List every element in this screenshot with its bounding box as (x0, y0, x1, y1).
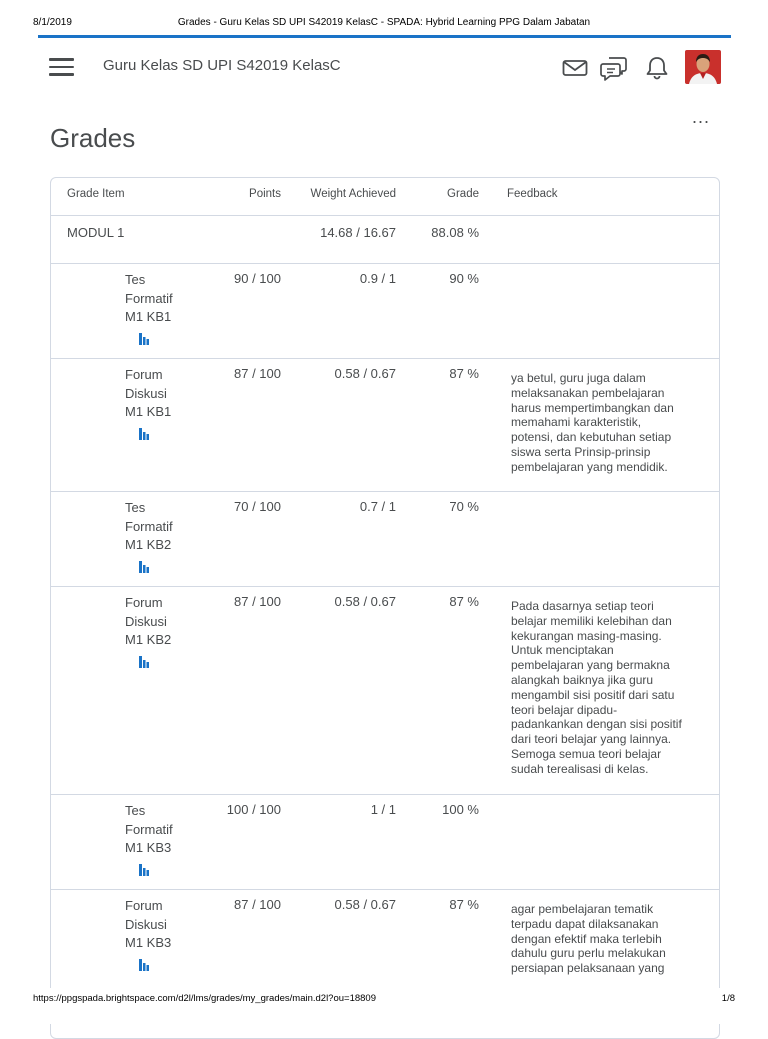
feedback-line: dengan efektif maka terlebih (511, 931, 662, 946)
points: 87 / 100 (234, 366, 281, 381)
feedback-line: Semoga semua teori belajar (511, 746, 662, 761)
feedback-line: mengambil sisi positif dari satu (511, 687, 675, 702)
feedback-line: dari teori belajar yang lainnya. (511, 732, 672, 747)
table-row (51, 359, 719, 492)
points: 87 / 100 (234, 897, 281, 912)
message-alerts-icon[interactable] (600, 54, 628, 82)
feedback-line: kekurangan masing-masing. (511, 628, 662, 643)
points: 90 / 100 (234, 271, 281, 286)
weight-achieved: 0.9 / 1 (359, 271, 396, 286)
navbar (38, 38, 731, 98)
menu-icon[interactable] (49, 57, 75, 77)
feedback-line: memahami karakteristik, (511, 415, 642, 430)
grade-item-name (125, 594, 195, 668)
print-page-number: 1/8 (721, 993, 735, 1004)
category-grade: 88.08 % (431, 225, 479, 240)
grade-item-name (125, 271, 195, 345)
weight-achieved: 0.58 / 0.67 (334, 366, 396, 381)
grade: 100 % (442, 802, 479, 817)
grade-item-name-line: M1 KB1 (125, 404, 172, 419)
feedback-line: teori belajar dipadu- (511, 702, 618, 717)
table-row (51, 587, 719, 795)
feedback-line: belajar memiliki kelebihan dan (511, 613, 672, 628)
grade: 87 % (449, 594, 479, 609)
grade-item-name (125, 499, 195, 573)
feedback-line: Pada dasarnya setiap teori (511, 599, 654, 613)
grades-table (50, 177, 720, 1039)
grade-item-name-line: Tes (125, 272, 146, 287)
header-points: Points (249, 188, 281, 200)
grade-item-name-line: M1 KB3 (125, 840, 172, 855)
feedback-line: siswa serta Prinsip-prinsip (511, 444, 651, 459)
page-title: Grades (50, 123, 136, 154)
statistics-icon[interactable] (139, 656, 151, 668)
print-header (0, 0, 768, 36)
more-options-button[interactable]: ... (692, 107, 711, 127)
grade-item-name-line: Diskusi (125, 385, 167, 401)
points: 87 / 100 (234, 594, 281, 609)
feedback-line: pembelajaran yang mendidik. (511, 459, 668, 474)
feedback-line: Untuk menciptakan (511, 643, 614, 658)
header-grade: Grade (447, 188, 479, 200)
feedback-line: persiapan pelaksanaan yang (511, 961, 665, 976)
print-footer (0, 993, 768, 1013)
statistics-icon[interactable] (139, 959, 151, 971)
feedback-line: agar pembelajaran tematik (511, 902, 654, 916)
statistics-icon[interactable] (139, 333, 151, 345)
grade-item-name-line: Forum (125, 898, 163, 913)
table-row (51, 264, 719, 359)
print-page-title: Grades - Guru Kelas SD UPI S42019 KelasC - SPADA: Hybrid Learning PPG Dalam Jabatan (177, 17, 591, 28)
grade-item-name-line: Forum (125, 367, 163, 382)
grade-item-name (125, 897, 195, 971)
feedback-line: sudah terealisasi di kelas. (511, 761, 649, 776)
feedback-line: terpadu dapat dilaksanakan (511, 916, 659, 931)
course-name-link[interactable]: Guru Kelas SD UPI S42019 KelasC (103, 57, 341, 74)
grade-item-name-line: Tes (125, 803, 146, 818)
email-icon[interactable] (561, 54, 589, 82)
grade-item-name-line: M1 KB2 (125, 537, 172, 552)
feedback-line: alangkah baiknya jika guru (511, 672, 654, 687)
print-date: 8/1/2019 (33, 17, 72, 28)
grade-item-name-line: Formatif (125, 290, 173, 306)
category-row (51, 215, 719, 264)
feedback-line: pembelajaran yang bermakna (511, 658, 670, 673)
grade-item-name-line: Forum (125, 595, 163, 610)
category-name: MODUL 1 (67, 225, 125, 240)
statistics-icon[interactable] (139, 864, 151, 876)
grade: 87 % (449, 366, 479, 381)
points: 100 / 100 (226, 802, 281, 817)
grade-item-name (125, 366, 195, 440)
feedback-line: harus mempertimbangkan dan (511, 400, 674, 415)
statistics-icon[interactable] (139, 428, 151, 440)
grade: 87 % (449, 897, 479, 912)
feedback-line: ya betul, guru juga dalam (511, 371, 646, 385)
grade-item-name-line: M1 KB2 (125, 632, 172, 647)
grade: 70 % (449, 499, 479, 514)
weight-achieved: 1 / 1 (370, 802, 396, 817)
statistics-icon[interactable] (139, 561, 151, 573)
header-weight-achieved: Weight Achieved (310, 188, 396, 200)
feedback-line: padankankan dengan sisi positif (511, 717, 682, 732)
grade: 90 % (449, 271, 479, 286)
weight-achieved: 0.7 / 1 (359, 499, 396, 514)
table-row (51, 795, 719, 890)
table-header (51, 178, 719, 216)
points: 70 / 100 (234, 499, 281, 514)
grade-item-name-line: Formatif (125, 821, 173, 837)
grade-item-name-line: M1 KB3 (125, 935, 172, 950)
grade-item-name-line: Formatif (125, 518, 173, 534)
table-row (51, 492, 719, 587)
print-url: https://ppgspada.brightspace.com/d2l/lms/grades/my_grades/main.d2l?ou=18809 (33, 993, 377, 1004)
grade-item-name-line: M1 KB1 (125, 309, 172, 324)
avatar[interactable] (685, 50, 721, 84)
grade-item-name (125, 802, 195, 876)
category-weight-achieved: 14.68 / 16.67 (320, 225, 396, 240)
bell-icon[interactable] (643, 54, 671, 82)
feedback (511, 599, 711, 777)
grade-item-name-line: Diskusi (125, 916, 167, 932)
grade-item-name-line: Tes (125, 500, 146, 515)
grade-item-name-line: Diskusi (125, 613, 167, 629)
weight-achieved: 0.58 / 0.67 (334, 897, 396, 912)
feedback-line: dahulu guru perlu melakukan (511, 946, 666, 961)
header-grade-item: Grade Item (67, 188, 125, 200)
feedback-line: melaksanakan pembelajaran (511, 385, 665, 400)
weight-achieved: 0.58 / 0.67 (334, 594, 396, 609)
feedback-line: potensi, dan kebutuhan setiap (511, 430, 672, 445)
header-feedback: Feedback (507, 188, 558, 200)
feedback (511, 371, 711, 475)
feedback (511, 902, 711, 976)
